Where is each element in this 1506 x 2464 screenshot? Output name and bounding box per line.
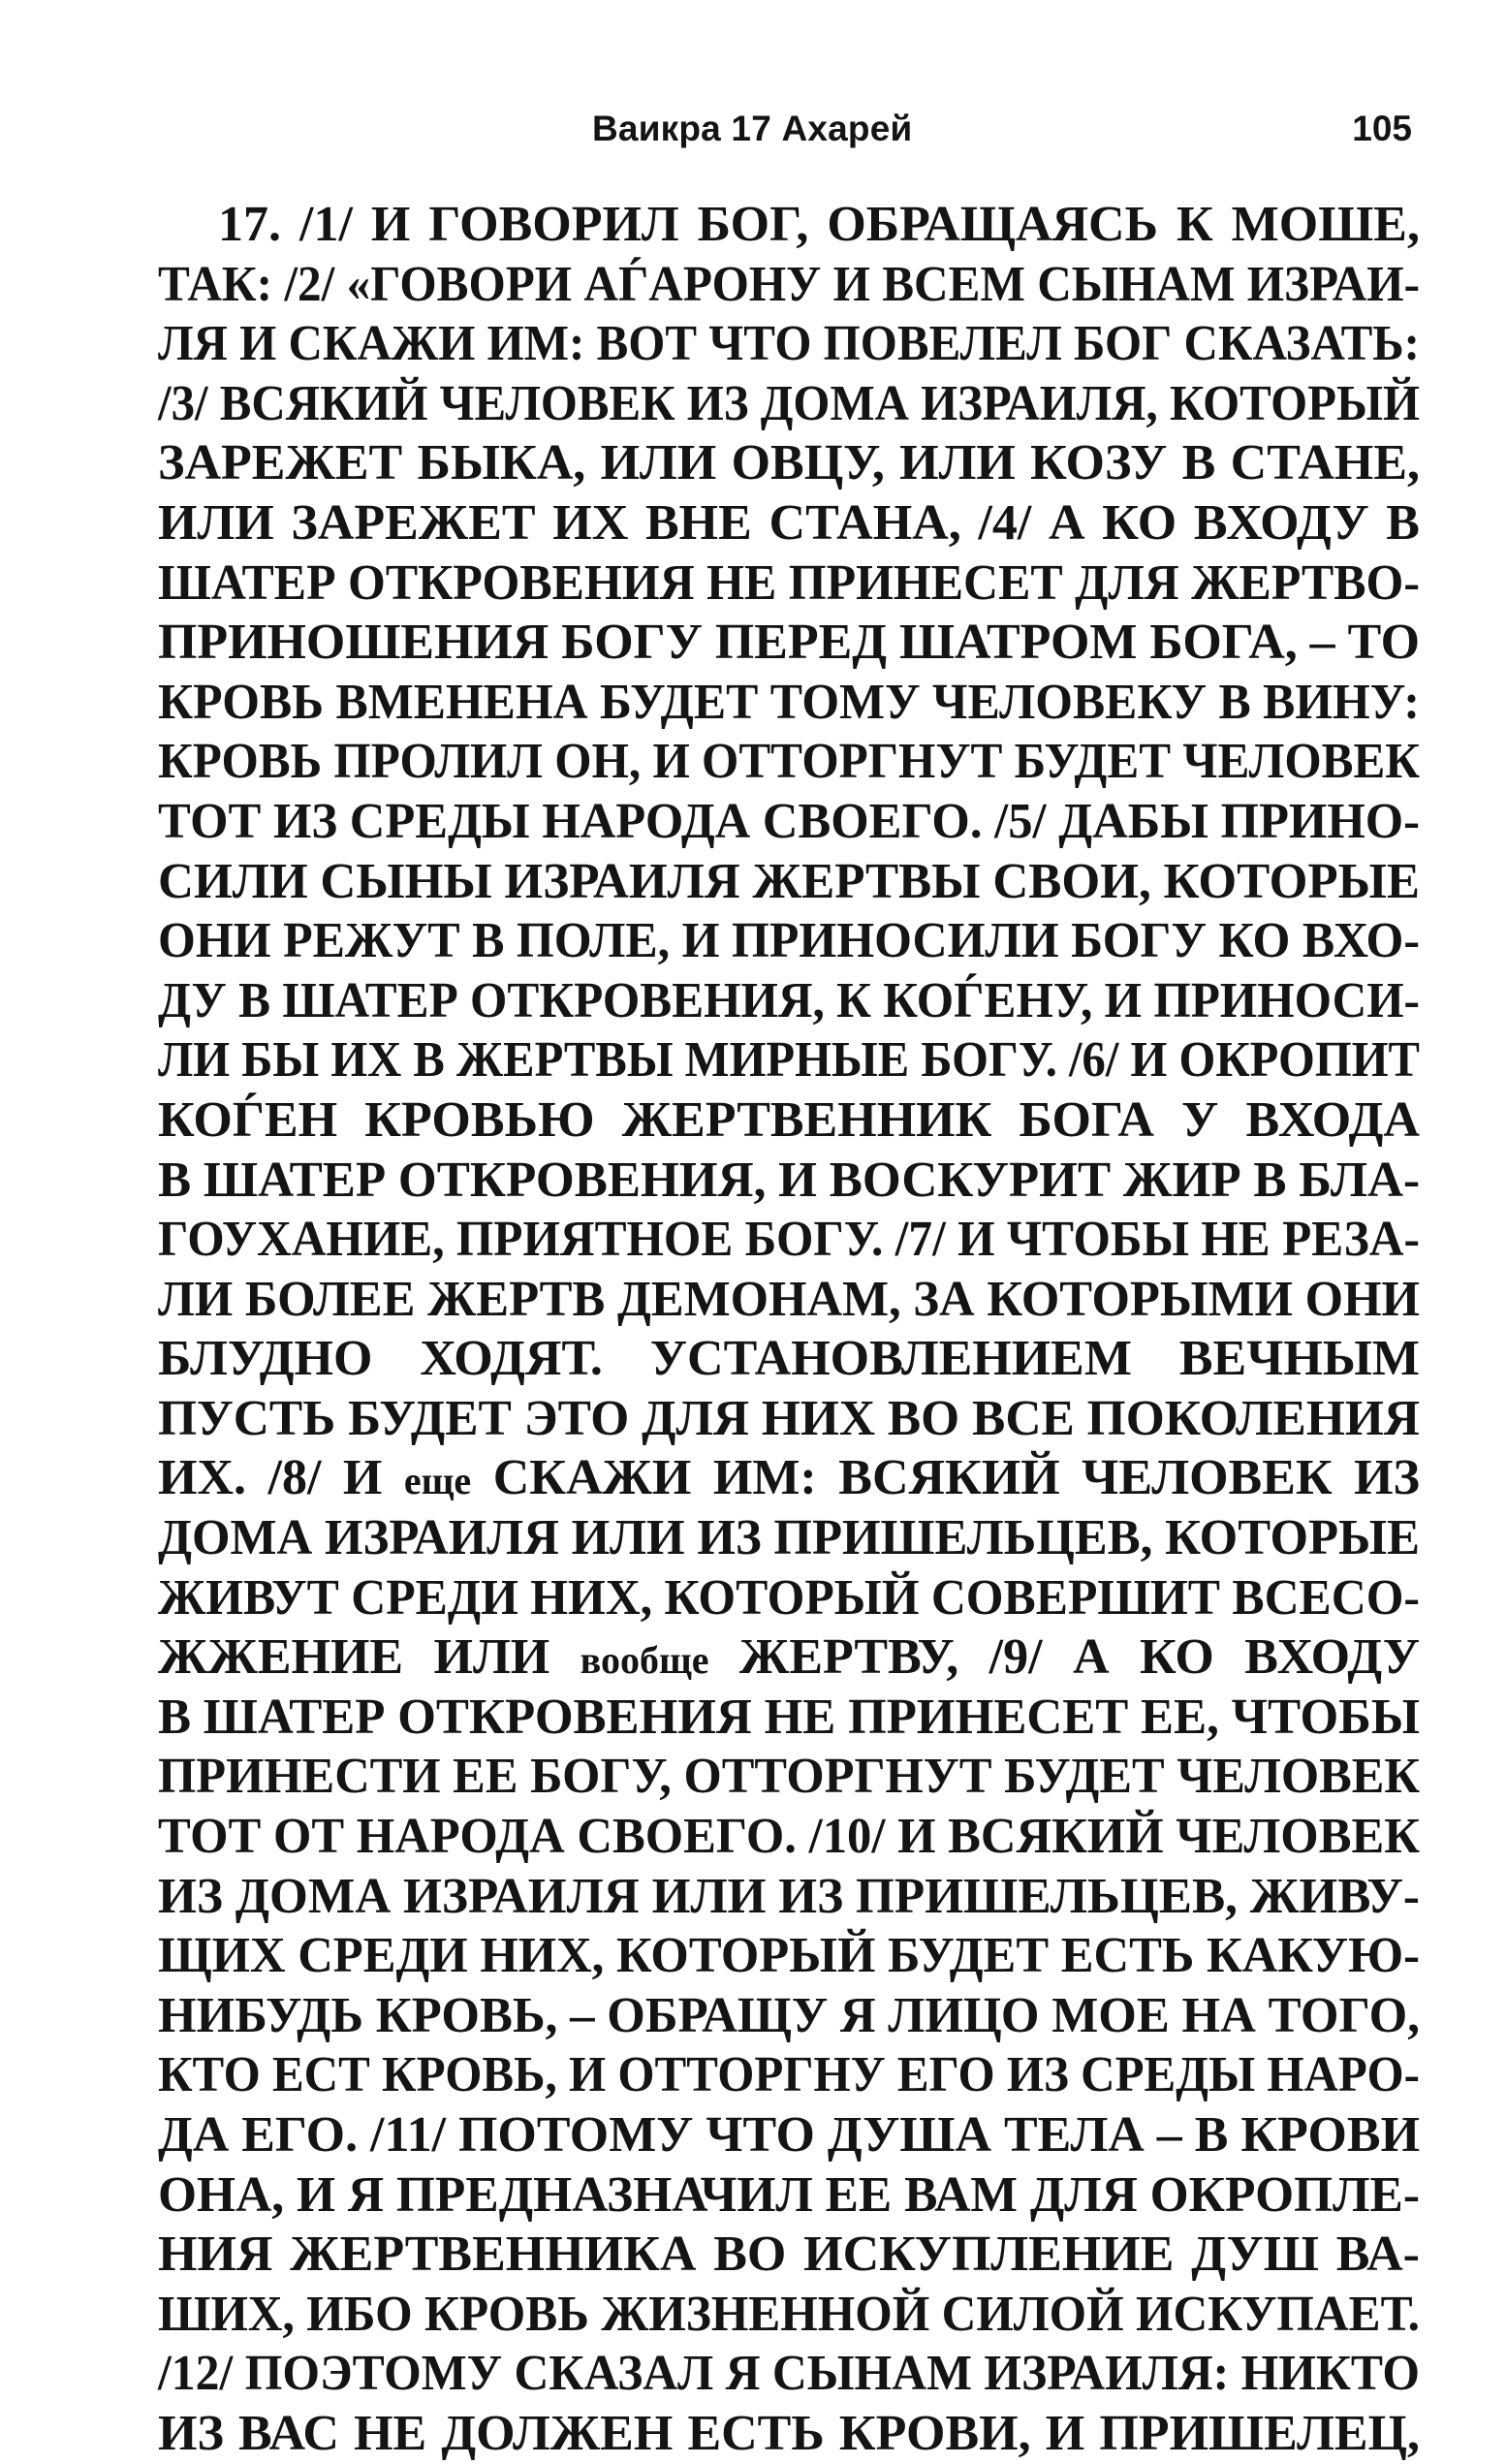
text-line-content: ДОМА ИЗРАИЛЯ ИЛИ ИЗ ПРИШЕЛЬЦЕВ, КОТОРЫЕ bbox=[158, 1510, 1420, 1566]
text-line bbox=[158, 1389, 1420, 1449]
text-line bbox=[158, 1986, 1420, 2046]
text-line bbox=[158, 2285, 1420, 2345]
text-line bbox=[158, 195, 1420, 255]
text-line bbox=[158, 255, 1420, 315]
text-line bbox=[158, 2404, 1420, 2464]
text-line-content: ИЛИ ЗАРЕЖЕТ ИХ ВНЕ СТАНА, /4/ А КО ВХОДУ В bbox=[158, 494, 1420, 551]
text-line-content: ЩИХ СРЕДИ НИХ, КОТОРЫЙ БУДЕТ ЕСТЬ КАКУЮ- bbox=[158, 1928, 1420, 1984]
text-line bbox=[158, 374, 1420, 434]
text-line bbox=[158, 1270, 1420, 1330]
text-line bbox=[158, 792, 1420, 852]
text-line bbox=[158, 493, 1420, 553]
text-line-content: СИЛИ СЫНЫ ИЗРАИЛЯ ЖЕРТВЫ СВОИ, КОТОРЫЕ bbox=[158, 853, 1420, 909]
text-line bbox=[158, 553, 1420, 614]
text-line bbox=[158, 1867, 1420, 1927]
text-line bbox=[158, 1568, 1420, 1628]
text-line-content: ЖЖЕНИЕ ИЛИ вообще ЖЕРТВУ, /9/ А КО ВХОДУ bbox=[158, 1629, 1421, 1686]
text-line bbox=[158, 732, 1420, 792]
text-line-content: 17. /1/ И ГОВОРИЛ БОГ, ОБРАЩАЯСЬ К МОШЕ, bbox=[218, 197, 1420, 252]
text-line bbox=[158, 1448, 1420, 1508]
text-line-content: ТОТ ИЗ СРЕДЫ НАРОДА СВОЕГО. /5/ ДАБЫ ПРИНО- bbox=[158, 793, 1420, 849]
text-line bbox=[158, 1926, 1420, 1986]
running-header bbox=[158, 105, 1418, 153]
text-line-content: ШАТЕР ОТКРОВЕНИЯ НЕ ПРИНЕСЕТ ДЛЯ ЖЕРТВО- bbox=[158, 554, 1420, 611]
text-line-content: В ШАТЕР ОТКРОВЕНИЯ НЕ ПРИНЕСЕТ ЕЕ, ЧТОБЫ bbox=[158, 1689, 1420, 1745]
text-line-content: ИХ. /8/ И еще СКАЖИ ИМ: ВСЯКИЙ ЧЕЛОВЕК ИЗ bbox=[158, 1450, 1421, 1506]
text-line-content: ИЗ ВАС НЕ ДОЛЖЕН ЕСТЬ КРОВИ, И ПРИШЕЛЕЦ, bbox=[158, 2405, 1420, 2461]
text-line-content: БЛУДНО ХОДЯТ. УСТАНОВЛЕНИЕМ ВЕЧНЫМ bbox=[158, 1331, 1420, 1387]
text-line bbox=[158, 911, 1420, 971]
text-line bbox=[158, 2344, 1420, 2404]
body-text bbox=[158, 195, 1420, 2464]
page-number: 105 bbox=[1352, 109, 1412, 148]
text-line-content: В ШАТЕР ОТКРОВЕНИЯ, И ВОСКУРИТ ЖИР В БЛА- bbox=[158, 1152, 1420, 1208]
text-line-content: ДУ В ШАТЕР ОТКРОВЕНИЯ, К КОЃЕНУ, И ПРИНОСИ- bbox=[158, 972, 1420, 1028]
text-line-content: ТОТ ОТ НАРОДА СВОЕГО. /10/ И ВСЯКИЙ ЧЕЛОВЕК bbox=[158, 1809, 1420, 1865]
text-line-content: ПРИНОШЕНИЯ БОГУ ПЕРЕД ШАТРОМ БОГА, – ТО bbox=[158, 615, 1420, 671]
text-line bbox=[158, 1090, 1420, 1151]
text-line bbox=[158, 613, 1420, 673]
text-line bbox=[158, 314, 1420, 374]
text-line bbox=[158, 2045, 1420, 2105]
text-line bbox=[158, 1688, 1420, 1748]
text-line-content: КРОВЬ ПРОЛИЛ ОН, И ОТТОРГНУТ БУДЕТ ЧЕЛОВЕК bbox=[158, 734, 1420, 790]
running-header-title: Ваикра 17 Ахарей bbox=[592, 109, 913, 148]
text-line-content: КОЃЕН КРОВЬЮ ЖЕРТВЕННИК БОГА У ВХОДА bbox=[158, 1091, 1420, 1148]
text-line-content: КРОВЬ ВМЕНЕНА БУДЕТ ТОМУ ЧЕЛОВЕКУ В ВИНУ: bbox=[158, 674, 1420, 730]
text-line-content: КТО ЕСТ КРОВЬ, И ОТТОРГНУ ЕГО ИЗ СРЕДЫ НАРО- bbox=[158, 2047, 1420, 2103]
text-line-content: ЛИ БЫ ИХ В ЖЕРТВЫ МИРНЫЕ БОГУ. /6/ И ОКРОПИТ bbox=[158, 1032, 1420, 1089]
text-line bbox=[158, 852, 1420, 912]
text-line-content: /3/ ВСЯКИЙ ЧЕЛОВЕК ИЗ ДОМА ИЗРАИЛЯ, КОТОРЫЙ bbox=[158, 375, 1420, 431]
text-line-content: ПРИНЕСТИ ЕЕ БОГУ, ОТТОРГНУТ БУДЕТ ЧЕЛОВЕК bbox=[158, 1749, 1420, 1805]
text-line-content: ОНА, И Я ПРЕДНАЗНАЧИЛ ЕЕ ВАМ ДЛЯ ОКРОПЛЕ- bbox=[158, 2166, 1420, 2223]
text-line-content: ЛЯ И СКАЖИ ИМ: ВОТ ЧТО ПОВЕЛЕЛ БОГ СКАЗАТЬ: bbox=[158, 316, 1420, 372]
text-line bbox=[158, 2105, 1420, 2165]
text-line-content: ЛИ БОЛЕЕ ЖЕРТВ ДЕМОНАМ, ЗА КОТОРЫМИ ОНИ bbox=[158, 1271, 1420, 1327]
text-line bbox=[158, 971, 1420, 1031]
text-line-content: /12/ ПОЭТОМУ СКАЗАЛ Я СЫНАМ ИЗРАИЛЯ: НИКТО bbox=[158, 2346, 1420, 2402]
text-line bbox=[158, 1807, 1420, 1867]
lowercase-word: еще bbox=[403, 1459, 472, 1503]
text-line bbox=[158, 433, 1420, 493]
text-line-content: ЗАРЕЖЕТ БЫКА, ИЛИ ОВЦУ, ИЛИ КОЗУ В СТАНЕ, bbox=[158, 435, 1420, 491]
text-line bbox=[158, 2165, 1420, 2226]
text-line bbox=[158, 1627, 1420, 1688]
text-line bbox=[158, 2225, 1420, 2285]
text-line-content: ИЗ ДОМА ИЗРАИЛЯ ИЛИ ИЗ ПРИШЕЛЬЦЕВ, ЖИВУ- bbox=[158, 1868, 1420, 1924]
text-line-content: НИЯ ЖЕРТВЕННИКА ВО ИСКУПЛЕНИЕ ДУШ ВА- bbox=[158, 2227, 1420, 2283]
text-line-content: ТАК: /2/ «ГОВОРИ АЃАРОНУ И ВСЕМ СЫНАМ ИЗРАИ- bbox=[158, 256, 1420, 312]
text-line bbox=[158, 1030, 1420, 1090]
text-line-content: ОНИ РЕЖУТ В ПОЛЕ, И ПРИНОСИЛИ БОГУ КО ВХО- bbox=[158, 913, 1420, 969]
text-line-content: ДА ЕГО. /11/ ПОТОМУ ЧТО ДУША ТЕЛА – В КРОВИ bbox=[158, 2107, 1420, 2163]
text-line-content: НИБУДЬ КРОВЬ, – ОБРАЩУ Я ЛИЦО МОЕ НА ТОГО, bbox=[158, 1987, 1420, 2043]
text-line bbox=[158, 1151, 1420, 1211]
text-line-content: ШИХ, ИБО КРОВЬ ЖИЗНЕННОЙ СИЛОЙ ИСКУПАЕТ. bbox=[158, 2286, 1420, 2342]
text-line-content: ГОУХАНИЕ, ПРИЯТНОЕ БОГУ. /7/ И ЧТОБЫ НЕ РЕЗА- bbox=[158, 1212, 1420, 1268]
text-line bbox=[158, 1210, 1420, 1270]
text-line bbox=[158, 1747, 1420, 1807]
lowercase-word: вообще bbox=[580, 1638, 709, 1683]
text-line bbox=[158, 1329, 1420, 1389]
text-line-content: ЖИВУТ СРЕДИ НИХ, КОТОРЫЙ СОВЕРШИТ ВСЕСО- bbox=[158, 1569, 1420, 1626]
text-line bbox=[158, 1508, 1420, 1568]
text-line-content: ПУСТЬ БУДЕТ ЭТО ДЛЯ НИХ ВО ВСЕ ПОКОЛЕНИЯ bbox=[158, 1390, 1420, 1446]
text-line bbox=[158, 673, 1420, 733]
